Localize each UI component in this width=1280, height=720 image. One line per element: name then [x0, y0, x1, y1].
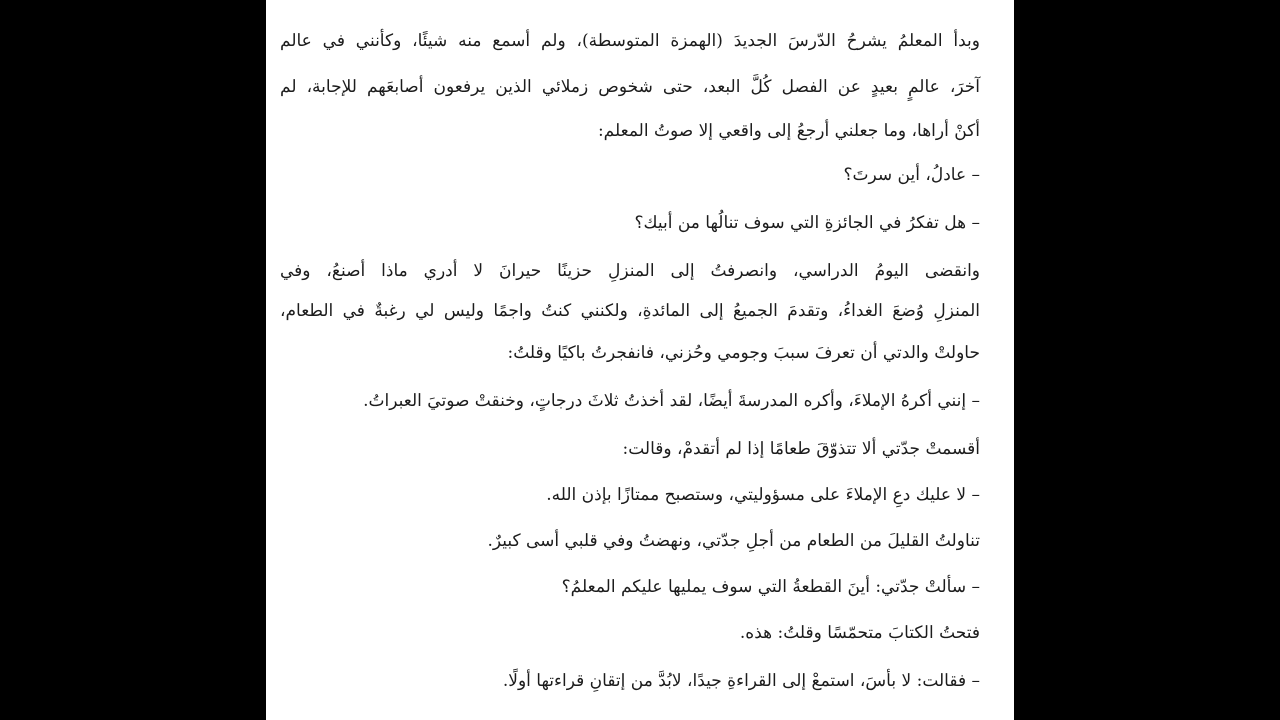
dialogue-line: – عادلُ، أين سرتَ؟: [843, 165, 980, 185]
dialogue-line: – فقالت: لا بأسَ، استمعْ إلى القراءةِ جيدًا، لابُدَّ من إتقانِ قراءتها أولًا.: [502, 671, 980, 691]
dialogue-line: – هل تفكرُ في الجائزةِ التي سوف تنالُها من أبيك؟: [634, 213, 980, 233]
dialogue-line: – إنني أكرهُ الإملاءَ، وأكره المدرسةَ أيضًا، لقد أخذتُ ثلاثَ درجاتٍ، وخنقتْ صوتيَ العبراتُ.: [363, 391, 980, 411]
paragraph-line: آخرَ، عالمٍ بعيدٍ عن الفصل كُلَّ البعد، حتى شخوص زملائي الذين يرفعون أصابعَهم للإجابة، لم: [280, 77, 980, 97]
paragraph-line: المنزلِ وُضعَ الغداءُ، وتقدمَ الجميعُ إلى المائدةِ، ولكنني كنتُ واجمًا وليس لي رغبةٌ في الطعام،: [280, 301, 980, 321]
paragraph-line: أكنْ أراها، وما جعلني أرجعُ إلى واقعي إلا صوتُ المعلم:: [597, 121, 980, 141]
dialogue-line: – سألتْ جدّتي: أينَ القطعةُ التي سوف يمليها عليكم المعلمُ؟: [561, 577, 980, 597]
dialogue-line: – لا عليك دعِ الإملاءَ على مسؤوليتي، وستصبح ممتازًا بإذن الله.: [546, 485, 980, 505]
paragraph-line: فتحتُ الكتابَ متحمّسًا وقلتُ: هذه.: [739, 623, 980, 643]
paragraph-line: أقسمتْ جدّتي ألا تتذوّقَ طعامًا إذا لم أتقدمْ، وقالت:: [622, 439, 980, 459]
paragraph-line: حاولتْ والدتي أن تعرفَ سببَ وجومي وحُزني، فانفجرتُ باكيًا وقلتُ:: [507, 343, 980, 363]
paragraph-line: وانقضى اليومُ الدراسي، وانصرفتُ إلى المنزلِ حزينًا حيرانَ لا أدري ماذا أصنعُ، وفي: [280, 261, 980, 281]
story-text: [266, 0, 1014, 720]
paragraph-line: وبدأ المعلمُ يشرحُ الدّرسَ الجديدَ (الهمزة المتوسطة)، ولم أسمع منه شيئًا، وكأنني في عالم: [280, 31, 980, 51]
document-page: [266, 0, 1014, 720]
paragraph-line: تناولتُ القليلَ من الطعام من أجلِ جدّتي، ونهضتُ وفي قلبي أسى كبيرٌ.: [487, 531, 980, 551]
